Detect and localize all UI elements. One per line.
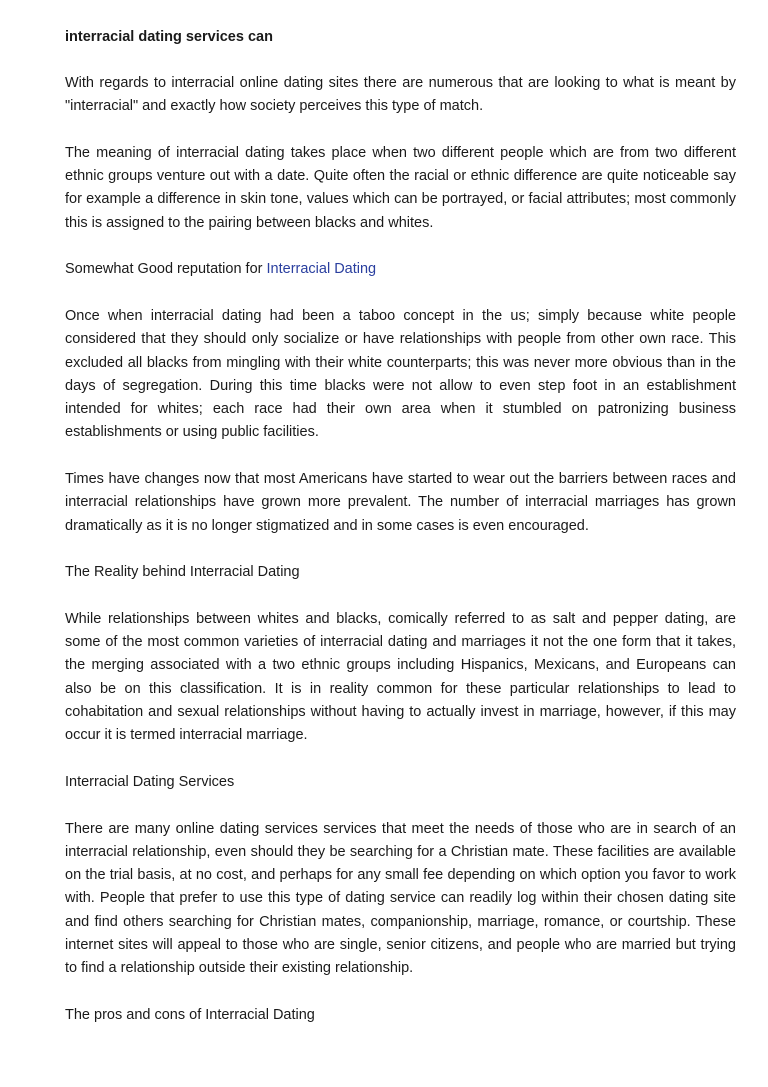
paragraph-meaning: The meaning of interracial dating takes place when two different people which are from two different ethnic groups venture out with a date. Quite often the racial or ethnic difference are quite noticeable say for example a difference in skin tone, values which can be portrayed, or facial attributes; most commonly this is assigned to the pairing between blacks and whites. xyxy=(65,144,736,231)
paragraph-services: There are many online dating services services that meet the needs of those who are in search of an interracial relationship, even should they be searching for a Christian mate. These facilities are available on the trial basis, at no cost, and perhaps for any small fee depending on which option you favor to work with. People that prefer to use this type of dating service can readily log within their chosen dating site and find others searching for Christian mates, companionship, marriage, romance, or courtship. These internet sites will appeal to those who are single, senior citizens, and people who are married but trying to find a relationship outside their existing relationship. xyxy=(65,820,736,977)
document-title: interracial dating services can xyxy=(65,29,273,45)
section-heading-history-text: Somewhat Good reputation for xyxy=(65,261,267,278)
paragraph-reality: While relationships between whites and blacks, comically referred to as salt and pepper dating, are some of the most common varieties of interracial dating and marriages it not the one form that it takes, the merging associated with a two ethnic groups including Hispanics, Mexicans, and Europeans can also be on this classification. It is in reality common for these particular relationships to lead to cohabitation and sexual relationships without having to actually invest in marriage, however, if this may occur it is termed interracial marriage. xyxy=(65,610,736,744)
section-heading-reality: The Reality behind Interracial Dating xyxy=(65,564,300,581)
section-heading-pros-cons: The pros and cons of Interracial Dating xyxy=(65,1006,315,1023)
section-heading-services: Interracial Dating Services xyxy=(65,773,235,790)
paragraph-intro: With regards to interracial online dating sites there are numerous that are looking to what is meant by "interracial" and exactly how society perceives this type of match. xyxy=(65,75,736,115)
paragraph-changes: Times have changes now that most Americans have started to wear out the barriers between races and interracial relationships have grown more prevalent. The number of interracial marriages has grown dramatically as it is no longer stigmatized and in some cases is even encouraged. xyxy=(65,471,736,534)
interracial-dating-link[interactable]: Interracial Dating xyxy=(266,261,377,278)
document-page xyxy=(65,26,736,1050)
paragraph-history: Once when interracial dating had been a taboo concept in the us; simply because white people considered that they should only socialize or have relationships with people from other own race. This excluded all blacks from mingling with their white counterparts; this was never more obvious than in the days of segregation. During this time blacks were not allow to even step foot in an establishment intended for whites; each race had their own area when it stumbled on patronizing business establishments or using public facilities. xyxy=(65,307,736,441)
section-heading-history xyxy=(65,258,736,281)
